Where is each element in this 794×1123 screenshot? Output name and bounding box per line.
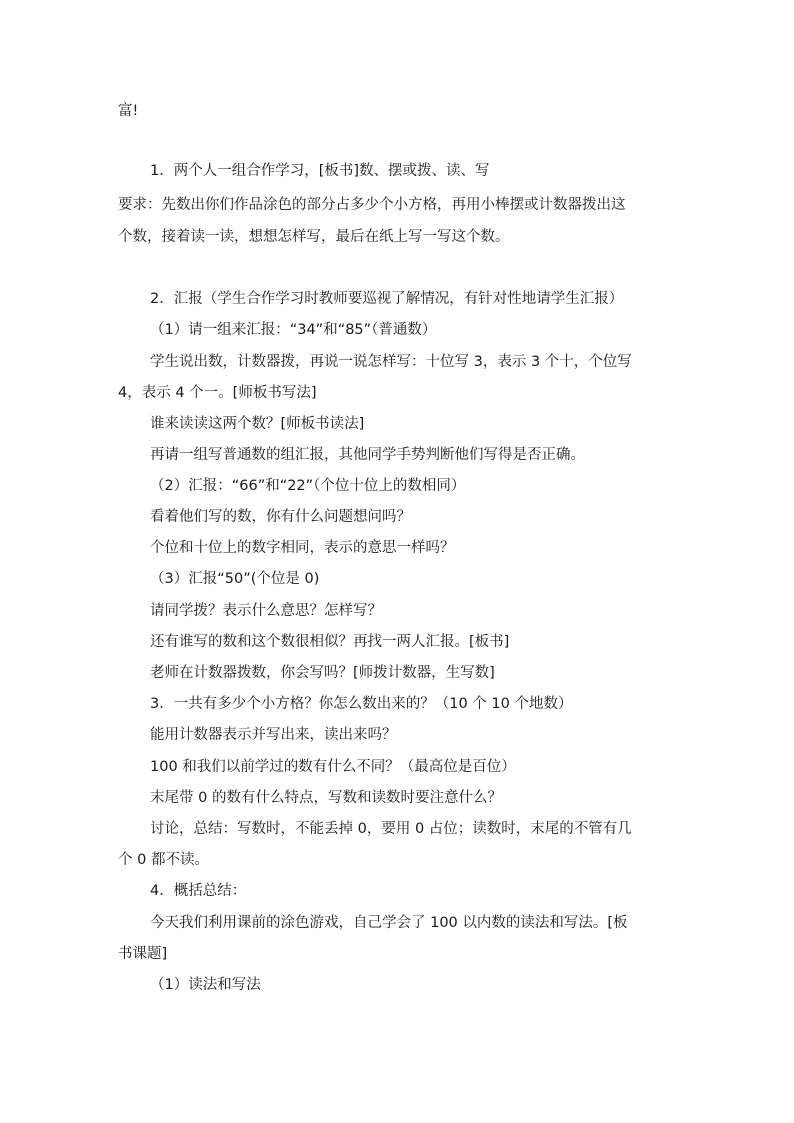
text-line-6: （1）请一组来汇报：“34”和“85”（普通数）: [150, 322, 437, 338]
text-line-26: 书课题]: [118, 946, 168, 962]
text-line-19: 能用计数器表示并写出来，读出来吗？: [150, 727, 397, 743]
text-line-27: （1）读法和写法: [150, 977, 261, 993]
text-line-17: 老师在计数器拨数，你会写吗？[师拨计数器，生写数]: [150, 665, 495, 681]
text-line-24: 4．概括总结：: [150, 883, 247, 899]
text-line-12: 看着他们写的数，你有什么问题想问吗？: [150, 509, 411, 525]
text-line-25: 今天我们利用课前的涂色游戏，自己学会了 100 以内数的读法和写法。[板: [150, 915, 628, 931]
text-line-11: （2）汇报：“66”和“22”（个位十位上的数相同）: [150, 478, 466, 494]
text-line-23: 个 0 都不读。: [118, 852, 209, 868]
text-line-22: 讨论，总结：写数时，不能丢掉 0，要用 0 占位；读数时，末尾的不管有几: [150, 821, 632, 837]
text-line-18: 3．一共有多少个小方格？你怎么数出来的？（10 个 10 个地数）: [150, 696, 573, 712]
text-line-20: 100 和我们以前学过的数有什么不同？（最高位是百位）: [150, 759, 516, 775]
text-line-15: 请同学拨？表示什么意思？怎样写？: [150, 603, 382, 619]
text-line-8: 4，表示 4 个一。[师板书写法]: [118, 385, 317, 401]
text-line-13: 个位和十位上的数字相同，表示的意思一样吗？: [150, 540, 455, 556]
text-line-3: 要求：先数出你们作品涂色的部分占多少个小方格，再用小棒摆或计数器拨出这: [118, 197, 626, 213]
text-line-7: 学生说出数，计数器拨，再说一说怎样写：十位写 3，表示 3 个十，个位写: [150, 354, 632, 370]
text-line-9: 谁来读读这两个数？[师板书读法]: [150, 416, 365, 432]
text-line-21: 末尾带 0 的数有什么特点，写数和读数时要注意什么？: [150, 790, 502, 806]
text-line-5: 2．汇报（学生合作学习时教师要巡视了解情况，有针对性地请学生汇报）: [150, 291, 624, 307]
text-line-16: 还有谁写的数和这个数很相似？再找一两人汇报。[板书]: [150, 634, 510, 650]
text-line-2: 1．两个人一组合作学习，[板书]数、摆或拨、读、写: [150, 163, 490, 179]
text-line-4: 个数，接着读一读，想想怎样写，最后在纸上写一写这个数。: [118, 229, 510, 245]
text-line-1: 富!: [118, 103, 139, 119]
text-line-10: 再请一组写普通数的组汇报，其他同学手势判断他们写得是否正确。: [150, 447, 585, 463]
text-line-14: （3）汇报“50”(个位是 0): [150, 571, 320, 587]
